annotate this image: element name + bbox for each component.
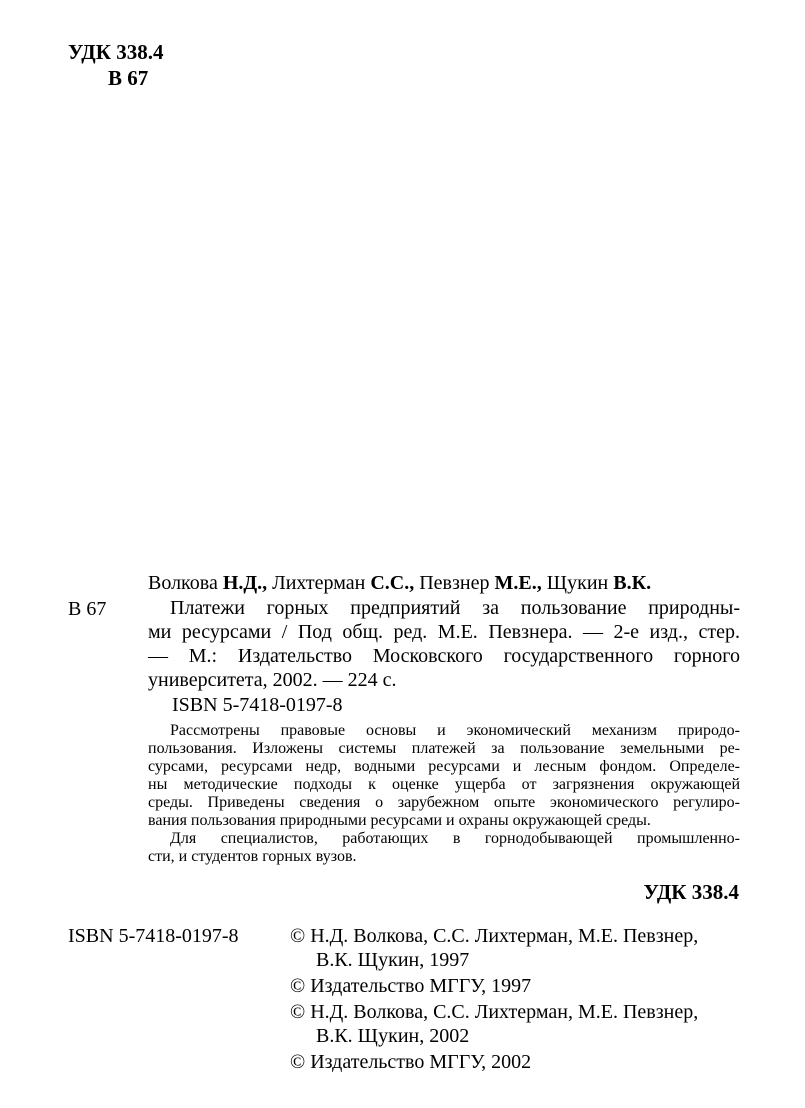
udk-code-bottom: УДК 338.4 [643,880,739,904]
copyright-entry [290,924,750,972]
description-line: — М.: Издательство Московского государственного горного [148,645,740,667]
description-line: ми ресурсами / Под общ. ред. М.Е. Певзнера. — 2-е изд., стер. [148,621,740,643]
author-surname: Щукин [546,572,609,594]
authors-line [148,570,651,596]
annotation-line: Рассмотрены правовые основы и экономический механизм природо- [170,722,740,739]
author-surname: Певзнер [419,572,490,594]
author-initials: М.Е., [494,572,542,594]
annotation-line: сурсами, ресурсами недр, водными ресурсами и лесным фондом. Определе- [148,758,740,775]
annotation-line: сти, и студентов горных вузов. [148,848,357,865]
copyright-line: © Издательство МГГУ, 2002 [290,1051,532,1073]
bibliographic-description [148,596,740,692]
author-sign-code: В 67 [108,66,149,90]
author-initials: С.С., [370,572,415,594]
author-surname: Волкова [148,572,218,594]
copyright-entry [290,1000,750,1048]
udk-code: УДК 338.4 [68,40,164,64]
description-line: Платежи горных предприятий за пользование природны- [170,597,740,619]
copyright-line: В.К. Щукин, 2002 [316,1025,470,1047]
author-initials: Н.Д., [222,572,268,594]
annotation-line: ны методические подходы к оценке ущерба от загрязнения окружающей [148,776,740,793]
annotation-line: пользования. Изложены системы платежей за пользование земельными ре- [148,740,740,757]
author-initials: В.К. [613,572,652,594]
isbn-entry: ISBN 5-7418-0197-8 [172,694,343,716]
copyright-line: © Н.Д. Волкова, С.С. Лихтерман, М.Е. Певзнер, [290,925,699,947]
annotation-line: Для специалистов, работающих в горнодобывающей промышленно- [170,830,740,847]
copyright-line: В.К. Щукин, 1997 [316,949,470,971]
copyright-block [290,924,750,1076]
copyright-entry [290,974,750,998]
copyright-entry [290,1050,750,1074]
description-line: университета, 2002. — 224 с. [148,669,397,691]
annotation [148,722,740,866]
annotation-line: вания пользования природными ресурсами и охраны окружающей среды. [148,812,651,829]
annotation-line: среды. Приведены сведения о зарубежном опыте экономического регулиро- [148,794,740,811]
isbn-bottom: ISBN 5-7418-0197-8 [68,925,239,947]
copyright-line: © Издательство МГГУ, 1997 [290,975,532,997]
entry-code: В 67 [68,598,107,620]
copyright-line: © Н.Д. Волкова, С.С. Лихтерман, М.Е. Певзнер, [290,1001,699,1023]
author-surname: Лихтерман [272,572,366,594]
